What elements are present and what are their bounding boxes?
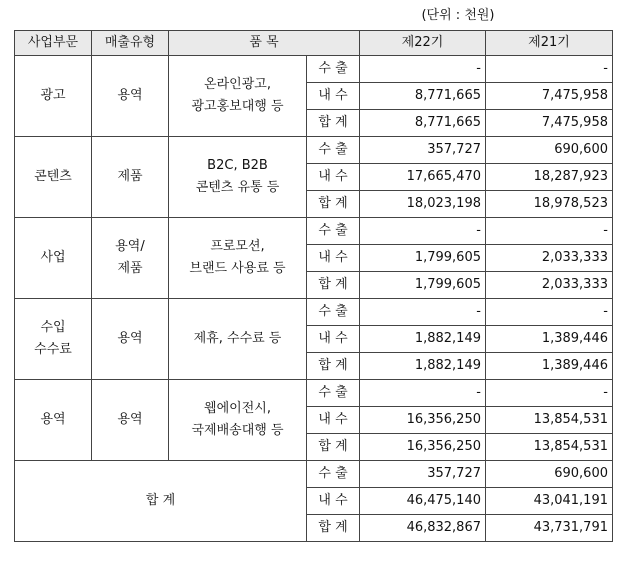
fy22-cell: 8,771,665	[360, 110, 486, 137]
table-body	[15, 56, 613, 542]
sales-type-cell	[92, 380, 169, 461]
fy21-cell: 7,475,958	[486, 110, 613, 137]
item-cell-line: 온라인광고,	[204, 77, 271, 92]
total-row	[15, 461, 613, 488]
sales-type-cell-line: 용역	[117, 412, 143, 427]
item-cell	[169, 137, 307, 218]
fy21-cell: -	[486, 380, 613, 407]
item-cell-line: 콘텐츠 유통 등	[195, 180, 280, 195]
fy22-cell: 1,799,605	[360, 272, 486, 299]
unit-note: (단위 : 천원)	[421, 8, 495, 23]
item-cell	[169, 299, 307, 380]
kind-cell: 합 계	[307, 110, 360, 137]
fy21-cell: 2,033,333	[486, 245, 613, 272]
sales-table	[14, 30, 613, 542]
fy22-cell: 357,727	[360, 461, 486, 488]
fy22-cell: 46,475,140	[360, 488, 486, 515]
header-fy22: 제22기	[360, 31, 486, 56]
segment-cell-line: 광고	[40, 88, 66, 103]
header-fy21: 제21기	[486, 31, 613, 56]
fy22-cell: -	[360, 380, 486, 407]
segment-cell	[15, 299, 92, 380]
table-row	[15, 299, 613, 326]
kind-cell: 합 계	[307, 353, 360, 380]
fy22-cell: -	[360, 299, 486, 326]
fy21-cell: -	[486, 56, 613, 83]
fy21-cell: 7,475,958	[486, 83, 613, 110]
sales-type-cell-line: 용역/	[115, 239, 145, 254]
sales-type-cell-line: 용역	[117, 88, 143, 103]
kind-cell: 수 출	[307, 137, 360, 164]
fy21-cell: 18,978,523	[486, 191, 613, 218]
item-cell-line: 제휴, 수수료 등	[193, 331, 282, 346]
segment-cell	[15, 56, 92, 137]
kind-cell: 수 출	[307, 380, 360, 407]
segment-cell-line: 콘텐츠	[34, 169, 72, 184]
fy21-cell: 690,600	[486, 461, 613, 488]
fy21-cell: 18,287,923	[486, 164, 613, 191]
segment-cell-line: 수수료	[34, 342, 72, 357]
fy21-cell: -	[486, 299, 613, 326]
item-cell-line: B2C, B2B	[207, 158, 268, 173]
fy21-cell: 690,600	[486, 137, 613, 164]
kind-cell: 합 계	[307, 515, 360, 542]
kind-cell: 내 수	[307, 164, 360, 191]
fy21-cell: 43,731,791	[486, 515, 613, 542]
kind-cell: 합 계	[307, 272, 360, 299]
sales-type-cell-line: 제품	[117, 261, 143, 276]
fy21-cell: 43,041,191	[486, 488, 613, 515]
kind-cell: 수 출	[307, 56, 360, 83]
header-segment: 사업부문	[15, 31, 92, 56]
segment-cell	[15, 218, 92, 299]
kind-cell: 합 계	[307, 434, 360, 461]
fy22-cell: -	[360, 218, 486, 245]
sales-type-cell	[92, 56, 169, 137]
sales-type-cell-line: 제품	[117, 169, 143, 184]
header-row	[15, 31, 613, 56]
fy21-cell: 2,033,333	[486, 272, 613, 299]
table-row	[15, 380, 613, 407]
kind-cell: 내 수	[307, 326, 360, 353]
fy21-cell: 1,389,446	[486, 353, 613, 380]
segment-cell-line: 용역	[40, 412, 66, 427]
item-cell-line: 프로모션,	[210, 239, 265, 254]
segment-cell-line: 수입	[40, 320, 66, 335]
sales-type-cell	[92, 299, 169, 380]
fy22-cell: 1,799,605	[360, 245, 486, 272]
table-row	[15, 218, 613, 245]
item-cell	[169, 56, 307, 137]
kind-cell: 합 계	[307, 191, 360, 218]
total-label: 합 계	[15, 461, 307, 542]
fy22-cell: 17,665,470	[360, 164, 486, 191]
fy22-cell: 357,727	[360, 137, 486, 164]
header-item: 품 목	[169, 31, 360, 56]
item-cell-line: 웹에이전시,	[204, 401, 271, 416]
segment-cell	[15, 380, 92, 461]
header-sales-type: 매출유형	[92, 31, 169, 56]
fy22-cell: 16,356,250	[360, 407, 486, 434]
item-cell	[169, 218, 307, 299]
table-row	[15, 56, 613, 83]
fy21-cell: 1,389,446	[486, 326, 613, 353]
kind-cell: 내 수	[307, 83, 360, 110]
fy22-cell: 46,832,867	[360, 515, 486, 542]
fy22-cell: 1,882,149	[360, 326, 486, 353]
kind-cell: 내 수	[307, 488, 360, 515]
fy21-cell: -	[486, 218, 613, 245]
fy22-cell: -	[360, 56, 486, 83]
sales-type-cell	[92, 218, 169, 299]
fy22-cell: 1,882,149	[360, 353, 486, 380]
segment-cell-line: 사업	[40, 250, 66, 265]
sales-type-cell-line: 용역	[117, 331, 143, 346]
fy21-cell: 13,854,531	[486, 434, 613, 461]
sales-type-cell	[92, 137, 169, 218]
fy22-cell: 8,771,665	[360, 83, 486, 110]
fy22-cell: 18,023,198	[360, 191, 486, 218]
kind-cell: 수 출	[307, 461, 360, 488]
item-cell	[169, 380, 307, 461]
kind-cell: 수 출	[307, 218, 360, 245]
fy22-cell: 16,356,250	[360, 434, 486, 461]
kind-cell: 수 출	[307, 299, 360, 326]
table-row	[15, 137, 613, 164]
segment-cell	[15, 137, 92, 218]
item-cell-line: 광고홍보대행 등	[191, 99, 284, 114]
kind-cell: 내 수	[307, 407, 360, 434]
kind-cell: 내 수	[307, 245, 360, 272]
fy21-cell: 13,854,531	[486, 407, 613, 434]
item-cell-line: 국제배송대행 등	[191, 423, 284, 438]
item-cell-line: 브랜드 사용료 등	[189, 261, 286, 276]
